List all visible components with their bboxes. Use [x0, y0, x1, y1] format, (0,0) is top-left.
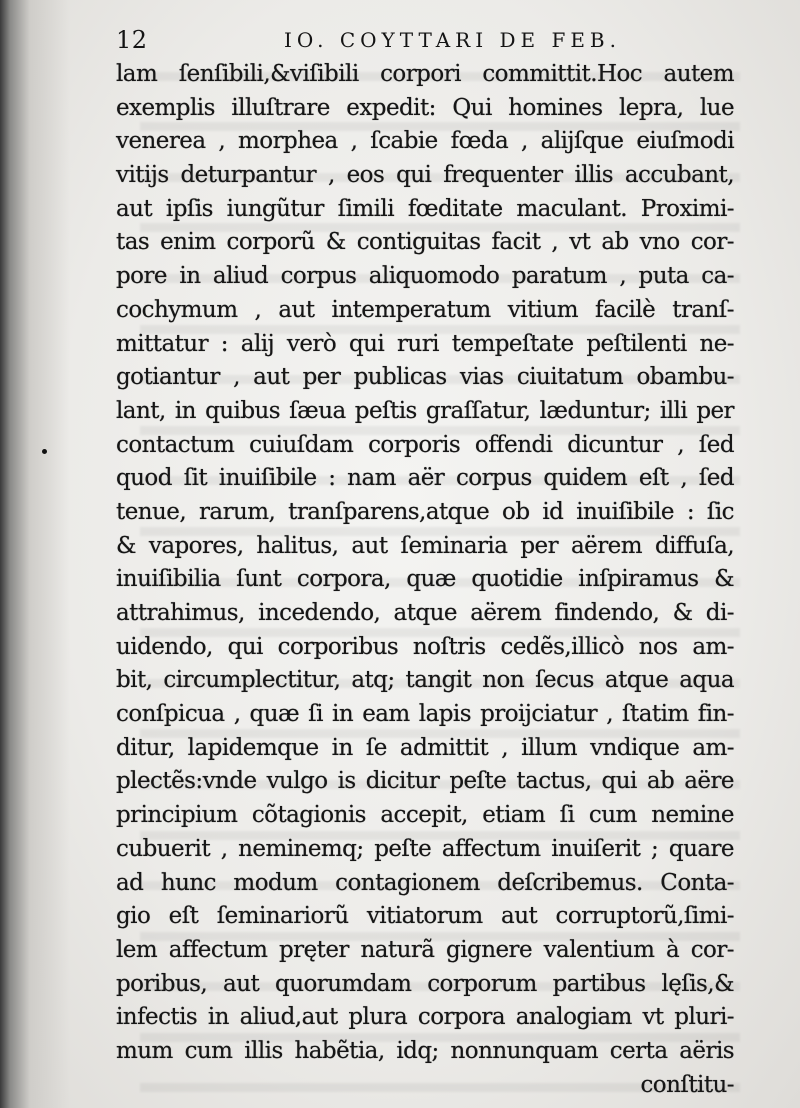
- text-line: mum cum illis habẽtia, idq; nonnunquam certa aëris: [116, 1037, 734, 1064]
- running-head: IO. COYTTARI DE FEB.: [284, 28, 621, 52]
- text-line: exemplis illuſtrare expedit: Qui homines lepra, lue: [116, 94, 734, 121]
- text-line: cochymum , aut intemperatum vitium facilè tranſ-: [116, 296, 734, 323]
- text-line: tenue, rarum, tranſparens,atque ob id inuiſibile : ſic: [116, 498, 734, 525]
- text-line: tas enim corporũ & contiguitas facit , vt ab vno cor-: [116, 229, 734, 256]
- text-line: mittatur : alij verò qui ruri tempeſtate peſtilenti ne-: [116, 330, 734, 357]
- text-line: lem affectum pręter naturã gignere valentium à cor-: [116, 936, 734, 963]
- text-line: conſtitu-: [640, 1071, 734, 1098]
- text-line: quod ſit inuiſibile : nam aër corpus quidem eſt , ſed: [116, 465, 734, 492]
- margin-mark: [42, 449, 47, 454]
- page-header: [116, 20, 736, 60]
- text-line: poribus, aut quorumdam corporum partibus lęſis,&: [116, 970, 734, 997]
- body-text: [116, 58, 734, 1102]
- text-line: conſpicua , quæ ſi in eam lapis proijciatur , ſtatim fin-: [116, 701, 734, 728]
- text-line: infectis in aliud,aut plura corpora analogiam vt pluri-: [116, 1004, 734, 1031]
- text-line: principium cõtagionis accepit, etiam ſi cum nemine: [116, 802, 734, 829]
- text-line: & vapores, halitus, aut ſeminaria per aërem diffuſa,: [116, 532, 734, 559]
- text-line: ditur, lapidemque in ſe admittit , illum vndique am-: [116, 734, 734, 761]
- text-line: aut ipſis iungũtur ſimili fœditate maculant. Proximi-: [116, 195, 734, 222]
- text-line: contactum cuiuſdam corporis offendi dicuntur , ſed: [116, 431, 734, 458]
- binding-shadow: [0, 0, 70, 1108]
- page-number: 12: [116, 26, 148, 54]
- text-line: attrahimus, incedendo, atque aërem findendo, & di-: [116, 600, 734, 626]
- text-line: vitijs deturpantur , eos qui frequenter illis accubant,: [116, 162, 734, 189]
- text-line: lant, in quibus ſæua peſtis graſſatur, læduntur; illi per: [116, 397, 734, 424]
- text-line: cubuerit , neminemq; peſte affectum inuiſerit ; quare: [116, 835, 734, 862]
- text-line: ad hunc modum contagionem deſcribemus. Conta-: [116, 869, 734, 896]
- text-line: gio eſt ſeminariorũ vitiatorum aut corruptorũ,ſimi-: [116, 903, 734, 930]
- text-line: plectẽs:vnde vulgo is dicitur peſte tactus, qui ab aëre: [116, 768, 734, 795]
- text-line: inuiſibilia ſunt corpora, quæ quotidie inſpiramus &: [116, 566, 734, 593]
- text-line: uidendo, qui corporibus noſtris cedẽs,illicò nos am-: [116, 633, 734, 660]
- text-line: venerea , morphea , ſcabie fœda , alijſque eiuſmodi: [116, 128, 734, 155]
- text-line: pore in aliud corpus aliquomodo paratum , puta ca-: [116, 263, 734, 290]
- text-line: bit, circumplectitur, atq; tangit non ſecus atque aqua: [116, 667, 734, 694]
- text-line: gotiantur , aut per publicas vias ciuitatum obambu-: [116, 364, 734, 391]
- text-line: lam ſenſibili,&viſibili corpori committit.Hoc autem: [116, 61, 734, 87]
